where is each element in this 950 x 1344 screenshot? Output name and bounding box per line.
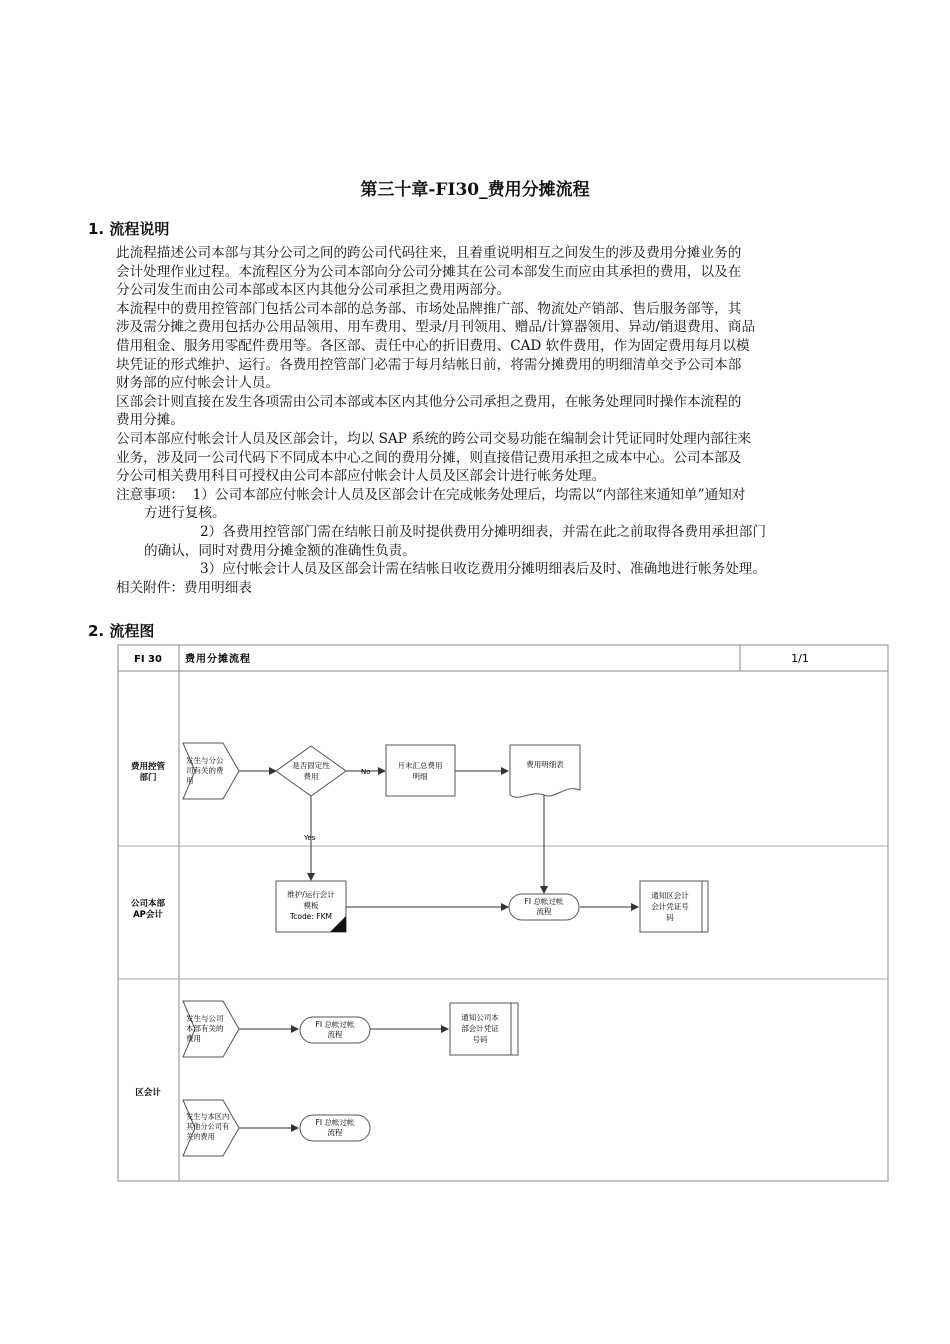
paragraph-line: 财务部的应付帐会计人员。	[116, 375, 280, 392]
process-monthly-summary-text: 月末汇总费用明细	[397, 761, 443, 781]
note-1-text: 1）公司本部应付帐会计人员及区部会计在完成帐务处理后，均需以“内部往来通知单”通知对	[192, 486, 746, 503]
process-fi-posting-hq-text: FI 总帐过帐流程	[524, 897, 564, 916]
document-expense-detail	[510, 745, 580, 797]
flowchart-name: 费用分摊流程	[185, 654, 251, 665]
lane-label-hq-ap: 公司本部 AP会计	[130, 899, 166, 920]
paragraph-line: 分公司相关费用科目可授权由公司本部应付帐会计人员及区部会计进行帐务处理。	[116, 468, 606, 485]
paragraph-line: 业务，涉及同一公司代码下不同成本中心之间的费用分摊，则直接借记费用承担之成本中心。公司本部及	[116, 449, 742, 466]
document-expense-detail-text: 费用明细表	[526, 760, 564, 769]
paragraph-line: 费用分摊。	[116, 412, 184, 429]
paragraph-line: 此流程描述公司本部与其分公司之间的跨公司代码往来，且着重说明相互之间发生的涉及费用分摊业务的	[116, 245, 742, 261]
note-3-text: 3）应付帐会计人员及区部会计需在结帐日收讫费用分摊明细表后及时、准确地进行帐务处理。	[200, 561, 766, 578]
lane-label-expense-control: 费用控管部门	[130, 762, 166, 783]
start-node-hq-expense-text: 发生与公司本部有关的费用	[186, 1014, 224, 1043]
decision-fixed-expense	[276, 746, 346, 796]
decision-fixed-expense-text: 是否固定性费用	[292, 761, 330, 781]
process-notify-regional-text: 通知区会计会计凭证号码	[651, 891, 689, 922]
label-yes: Yes	[304, 834, 316, 842]
section-heading-flowchart: 2. 流程图	[88, 622, 155, 640]
paragraph-line: 块凭证的形式维护、运行。各费用控管部门必需于每月结帐日前，将需分摊费用的明细清单交予公司本部	[116, 356, 742, 373]
paragraph-line: 区部会计则直接在发生各项需由公司本部或本区内其他分公司承担之费用，在帐务处理同时操作本流程的	[116, 393, 742, 410]
process-fi-posting-region-2-text: FI 总帐过帐流程	[315, 1118, 355, 1137]
paragraph-line: 公司本部应付帐会计人员及区部会计，均以 SAP 系统的跨公司交易功能在编制会计凭证同时处理内部往来	[116, 430, 752, 447]
lane-label-regional-accounting: 区会计	[135, 1088, 161, 1098]
flowchart-frame	[118, 645, 888, 1181]
note-2-continuation: 的确认，同时对费用分摊金额的准确性负责。	[144, 542, 416, 559]
process-notify-hq-text: 通知公司本部会计凭证号码	[461, 1013, 499, 1044]
start-node-branch-expense-text: 发生与分公司有关的费用	[186, 756, 224, 785]
flowchart-code: FI 30	[134, 654, 162, 665]
process-fi-posting-region-1-text: FI 总帐过帐流程	[315, 1020, 355, 1039]
start-node-other-branch-expense-text: 发生与本区内其他分公司有关的费用	[186, 1112, 230, 1141]
note-1-continuation: 方进行复核。	[144, 505, 226, 522]
note-2-text: 2）各费用控管部门需在结帐日前及时提供费用分摊明细表，并需在此之前取得各费用承担部门	[200, 523, 766, 540]
paragraph-line: 涉及需分摊之费用包括办公用品领用、用车费用、型录/月刊领用、赠品/计算器领用、异动/销退费用、商品	[116, 319, 756, 336]
section-heading-process-description: 1. 流程说明	[88, 220, 170, 238]
label-no: No	[361, 768, 371, 776]
paragraph-line: 分公司发生而由公司本部或本区内其他分公司承担之费用两部分。	[116, 282, 511, 299]
notes-label: 注意事项：	[116, 486, 184, 503]
process-monthly-summary	[386, 745, 455, 796]
attachment-line: 相关附件：费用明细表	[116, 579, 252, 596]
flowchart-page: 1/1	[791, 652, 809, 665]
paragraph-line: 借用租金、服务用零配件费用等。各区部、责任中心的折旧费用、CAD 软件费用，作为固定费用每月以模	[116, 337, 750, 354]
paragraph-line: 会计处理作业过程。本流程区分为公司本部向分公司分摊其在公司本部发生而应由其承担的费用，以及在	[116, 263, 742, 280]
document-title: 第三十章-FI30_费用分摊流程	[360, 180, 590, 200]
paragraph-line: 本流程中的费用控管部门包括公司本部的总务部、市场处品牌推广部、物流处产销部、售后服务部等，其	[116, 300, 742, 317]
process-maintain-template-text: 维护/运行会计模板 Tcode: FKM	[287, 890, 335, 921]
